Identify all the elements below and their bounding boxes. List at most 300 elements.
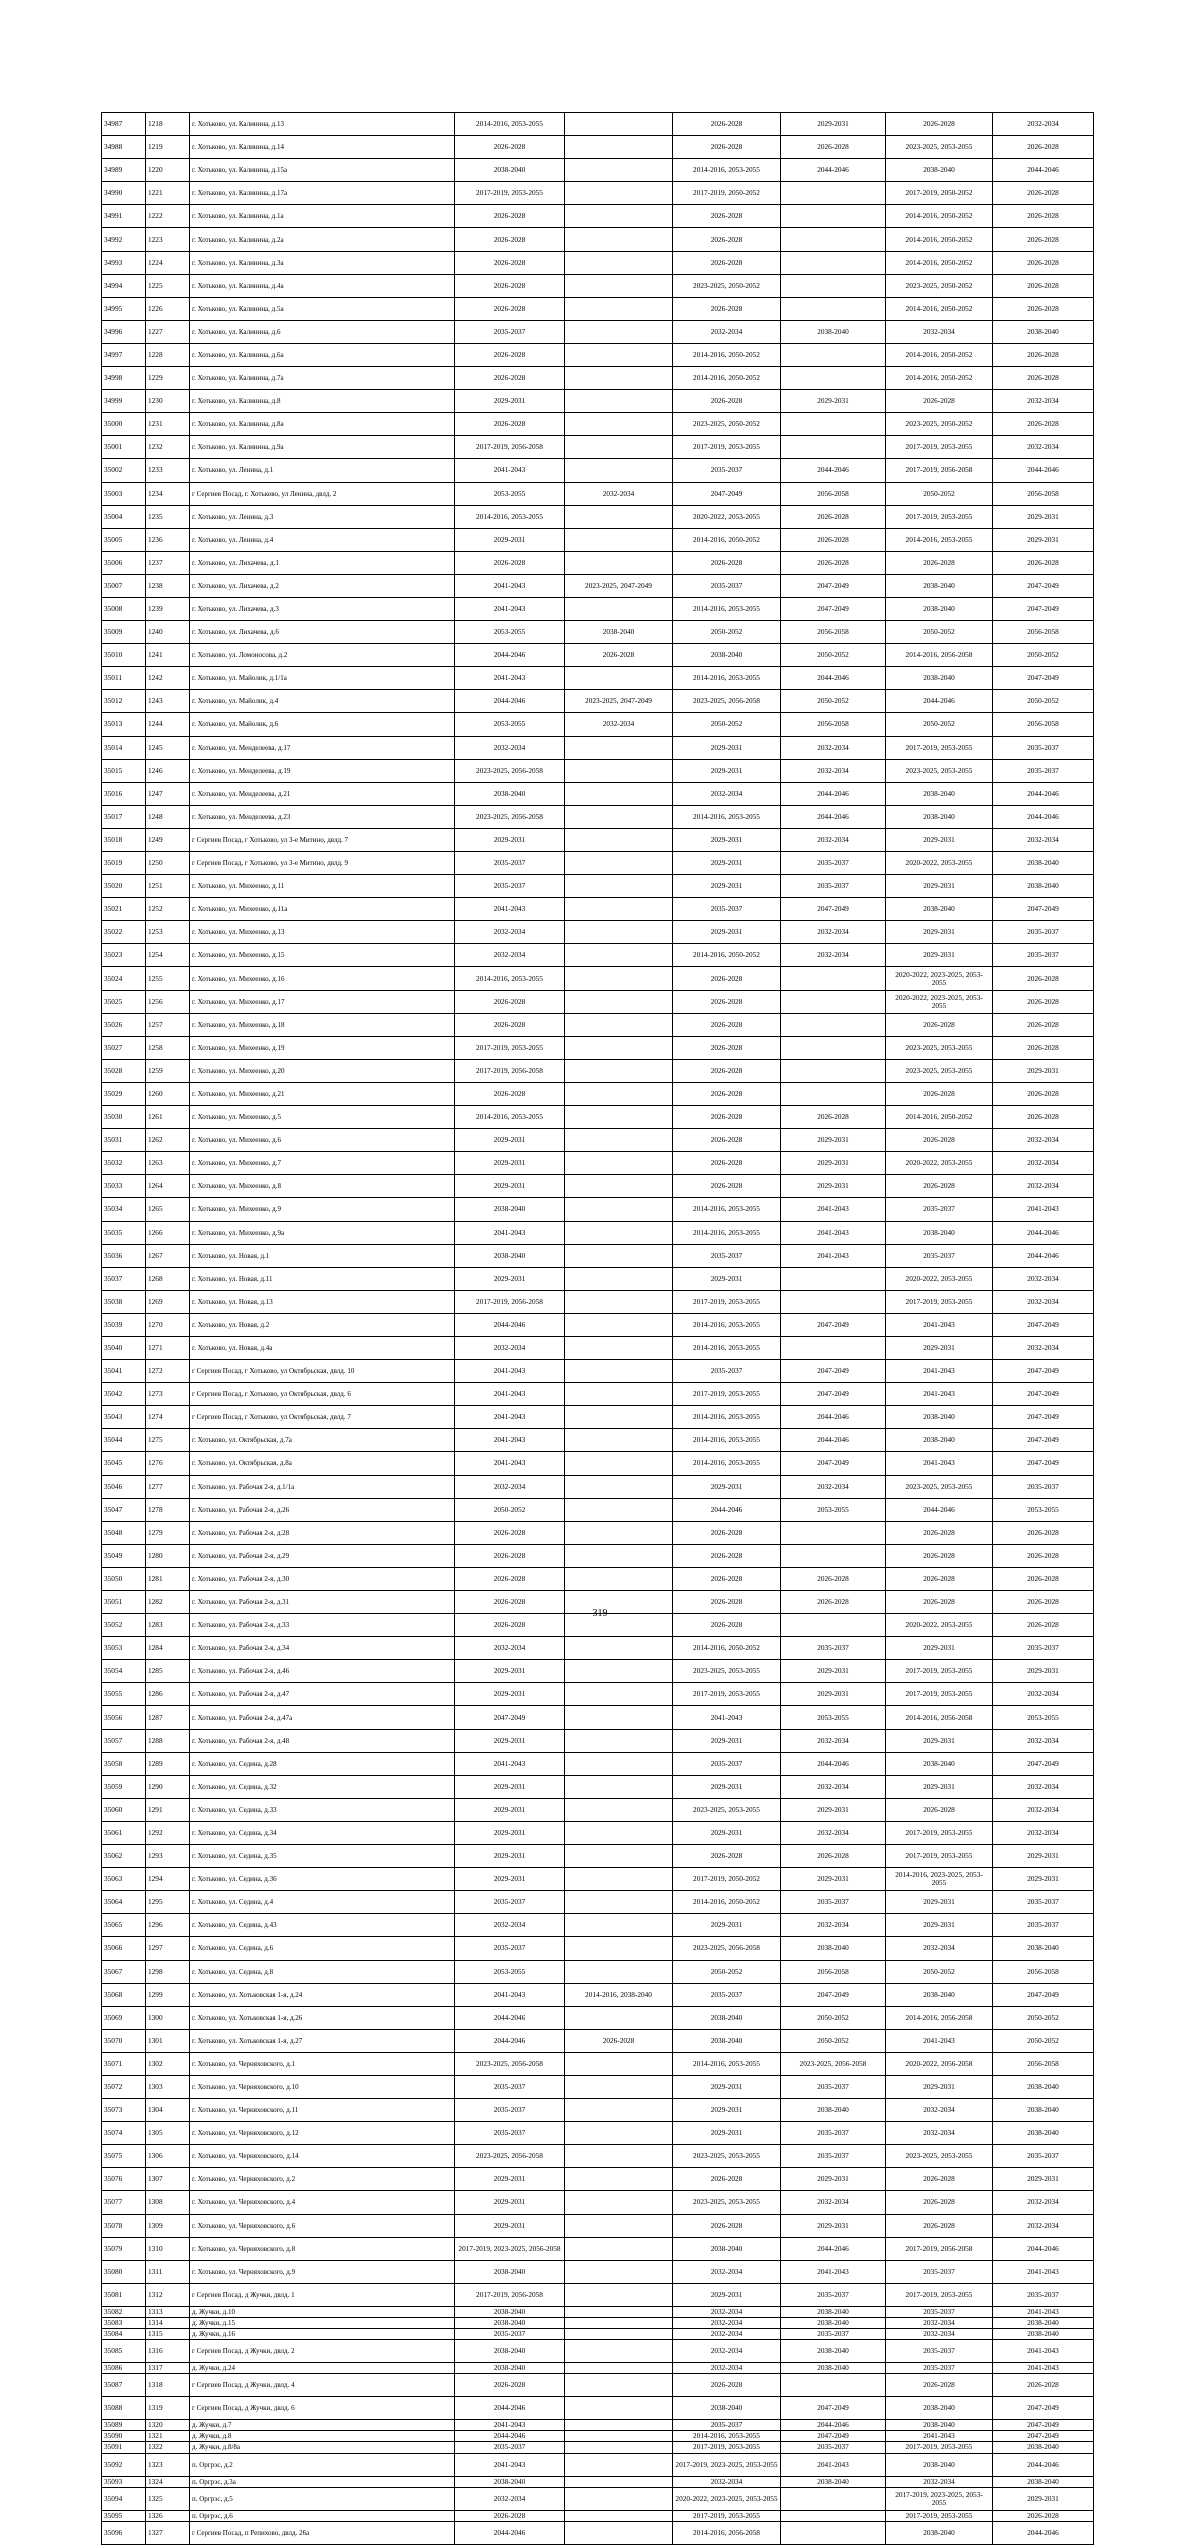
table-cell-c8: 2044-2046 [993,459,1094,482]
table-cell-c4 [565,1567,673,1590]
table-cell-c5: 2014-2016, 2053-2055 [673,1313,781,1336]
table-cell-c6: 2029-2031 [781,1152,886,1175]
table-cell-c5: 2047-2049 [673,482,781,505]
table-cell-c6: 2026-2028 [781,528,886,551]
table-row [102,320,1094,343]
table-cell-c4 [565,1821,673,1844]
table-cell-c6: 2035-2037 [781,1637,886,1660]
table-cell-c0: 35038 [102,1290,146,1313]
table-cell-c1: 1291 [146,1798,190,1821]
table-cell-c0: 35046 [102,1475,146,1498]
table-cell-c0: 35055 [102,1683,146,1706]
table-cell-c7: 2029-2031 [886,1637,993,1660]
table-cell-c4: 2026-2028 [565,2029,673,2052]
table-cell-c0: 35052 [102,1614,146,1637]
table-cell-c8: 2044-2046 [993,159,1094,182]
table-cell-c2: г Сергиев Посад, д Жучки, двлд. 4 [190,2374,455,2397]
table-cell-c0: 35028 [102,1059,146,1082]
table-cell-c2: г. Хотьково, ул. Михеенко, д.13 [190,921,455,944]
table-cell-c0: 35000 [102,413,146,436]
table-cell-c8: 2032-2034 [993,1821,1094,1844]
table-cell-c3: 2026-2028 [455,343,565,366]
table-cell-c8: 2053-2055 [993,1498,1094,1521]
table-cell-c6 [781,205,886,228]
table-cell-c2: г. Хотьково, ул. Новая, д.11 [190,1267,455,1290]
table-cell-c6: 2056-2058 [781,1960,886,1983]
table-cell-c5: 2026-2028 [673,1082,781,1105]
table-cell-c5: 2026-2028 [673,1591,781,1614]
table-cell-c5: 2026-2028 [673,2214,781,2237]
table-cell-c4 [565,297,673,320]
table-row [102,251,1094,274]
table-cell-c0: 35026 [102,1013,146,1036]
table-cell-c3: 2035-2037 [455,2099,565,2122]
table-cell-c3: 2041-2043 [455,1360,565,1383]
table-cell-c2: г. Хотьково, ул. Черняховского, д.8 [190,2237,455,2260]
table-cell-c3: 2029-2031 [455,2191,565,2214]
table-cell-c2: г. Хотьково, ул. Рабочая 2-я, д.47а [190,1706,455,1729]
table-cell-c0: 34999 [102,390,146,413]
table-row [102,1290,1094,1313]
table-cell-c5: 2026-2028 [673,2168,781,2191]
table-cell-c7: 2044-2046 [886,690,993,713]
table-cell-c4 [565,1706,673,1729]
table-cell-c2: г. Хотьково, ул. Седина, д.4 [190,1891,455,1914]
table-cell-c1: 1255 [146,967,190,990]
table-cell-c8: 2050-2052 [993,690,1094,713]
table-row [102,597,1094,620]
table-cell-c4 [565,1798,673,1821]
table-cell-c8: 2032-2034 [993,113,1094,136]
table-cell-c5: 2026-2028 [673,1175,781,1198]
table-row [102,1106,1094,1129]
table-cell-c7: 2029-2031 [886,944,993,967]
table-cell-c1: 1276 [146,1452,190,1475]
table-cell-c7: 2014-2016, 2056-2058 [886,1706,993,1729]
table-cell-c6: 2029-2031 [781,1175,886,1198]
table-row [102,2420,1094,2431]
table-cell-c4 [565,205,673,228]
table-cell-c8: 2029-2031 [993,1868,1094,1891]
table-cell-c4 [565,1729,673,1752]
table-cell-c0: 35040 [102,1336,146,1359]
table-cell-c8: 2038-2040 [993,2442,1094,2453]
table-cell-c4 [565,1290,673,1313]
table-cell-c7: 2017-2019, 2053-2055 [886,1683,993,1706]
table-cell-c4 [565,228,673,251]
table-cell-c0: 35071 [102,2052,146,2075]
table-cell-c5: 2014-2016, 2053-2055 [673,1429,781,1452]
table-cell-c7: 2032-2034 [886,2476,993,2487]
table-cell-c6 [781,228,886,251]
table-cell-c4 [565,1267,673,1290]
table-cell-c6 [781,1059,886,1082]
table-cell-c0: 35018 [102,828,146,851]
table-cell-c3: 2053-2055 [455,713,565,736]
table-cell-c4 [565,2237,673,2260]
table-cell-c3: 2023-2025, 2056-2058 [455,2052,565,2075]
table-cell-c7: 2014-2016, 2050-2052 [886,297,993,320]
table-cell-c3: 2044-2046 [455,644,565,667]
table-cell-c3: 2038-2040 [455,2306,565,2317]
table-cell-c2: г. Хотьково, ул. Черняховского, д.10 [190,2075,455,2098]
table-cell-c0: 35062 [102,1845,146,1868]
table-cell-c0: 35035 [102,1221,146,1244]
table-cell-c1: 1266 [146,1221,190,1244]
table-cell-c1: 1311 [146,2260,190,2283]
table-row [102,1036,1094,1059]
table-cell-c6: 2056-2058 [781,482,886,505]
table-cell-c5: 2029-2031 [673,1821,781,1844]
table-cell-c0: 35091 [102,2442,146,2453]
table-cell-c7: 2020-2022, 2053-2055 [886,1267,993,1290]
table-cell-c4 [565,2317,673,2328]
table-cell-c3: 2026-2028 [455,274,565,297]
table-cell-c5: 2029-2031 [673,852,781,875]
table-row [102,551,1094,574]
table-cell-c1: 1315 [146,2329,190,2340]
table-cell-c1: 1314 [146,2317,190,2328]
table-cell-c7: 2050-2052 [886,482,993,505]
table-cell-c3: 2044-2046 [455,2521,565,2544]
table-cell-c0: 35095 [102,2510,146,2521]
table-cell-c1: 1221 [146,182,190,205]
table-cell-c6: 2026-2028 [781,1845,886,1868]
table-cell-c1: 1269 [146,1290,190,1313]
table-cell-c4 [565,413,673,436]
table-cell-c5: 2026-2028 [673,551,781,574]
table-cell-c2: г Сергиев Посад, г Хотьково, ул Октябрьская, двлд. 7 [190,1406,455,1429]
table-cell-c3: 2023-2025, 2056-2058 [455,2145,565,2168]
table-cell-c3: 2017-2019, 2053-2055 [455,1036,565,1059]
table-cell-c2: г. Хотьково, ул. Калинина, д.6а [190,343,455,366]
table-cell-c7: 2017-2019, 2056-2058 [886,2237,993,2260]
table-cell-c6: 2047-2049 [781,898,886,921]
table-cell-c7: 2038-2040 [886,597,993,620]
table-cell-c4 [565,967,673,990]
table-cell-c4 [565,1914,673,1937]
table-cell-c2: п. Оргрэс, д.2 [190,2453,455,2476]
table-cell-c7: 2014-2016, 2050-2052 [886,228,993,251]
table-cell-c1: 1236 [146,528,190,551]
table-cell-c3: 2014-2016, 2053-2055 [455,113,565,136]
table-row [102,505,1094,528]
table-cell-c5: 2017-2019, 2053-2055 [673,1290,781,1313]
table-cell-c7: 2026-2028 [886,1544,993,1567]
table-cell-c6: 2035-2037 [781,2442,886,2453]
table-cell-c1: 1242 [146,667,190,690]
table-cell-c5: 2038-2040 [673,2006,781,2029]
table-cell-c2: г. Хотьково, ул. Лихачева, д.6 [190,621,455,644]
table-cell-c5: 2026-2028 [673,1614,781,1637]
table-cell-c6: 2041-2043 [781,1198,886,1221]
table-row [102,1244,1094,1267]
table-cell-c6: 2044-2046 [781,805,886,828]
table-cell-c0: 34992 [102,228,146,251]
table-cell-c7: 2017-2019, 2053-2055 [886,1821,993,1844]
table-cell-c6: 2026-2028 [781,1567,886,1590]
table-cell-c5: 2023-2025, 2050-2052 [673,274,781,297]
table-row [102,390,1094,413]
table-cell-c3: 2026-2028 [455,551,565,574]
table-cell-c5: 2038-2040 [673,2029,781,2052]
table-cell-c3: 2041-2043 [455,1429,565,1452]
table-cell-c0: 34993 [102,251,146,274]
table-cell-c5: 2032-2034 [673,2306,781,2317]
table-cell-c6: 2047-2049 [781,1383,886,1406]
table-cell-c1: 1258 [146,1036,190,1059]
table-cell-c7: 2041-2043 [886,1360,993,1383]
table-cell-c5: 2017-2019, 2053-2055 [673,2442,781,2453]
table-row [102,898,1094,921]
table-cell-c4 [565,1336,673,1359]
table-cell-c2: г. Хотьково, ул. Седина, д.43 [190,1914,455,1937]
table-cell-c8: 2032-2034 [993,828,1094,851]
table-cell-c4 [565,2052,673,2075]
table-cell-c1: 1272 [146,1360,190,1383]
table-cell-c4: 2038-2040 [565,621,673,644]
table-row [102,990,1094,1013]
table-cell-c3: 2029-2031 [455,2168,565,2191]
table-cell-c7: 2026-2028 [886,1129,993,1152]
table-cell-c6: 2041-2043 [781,2453,886,2476]
table-cell-c5: 2014-2016, 2053-2055 [673,1406,781,1429]
table-cell-c3: 2038-2040 [455,2340,565,2363]
table-cell-c8: 2035-2037 [993,944,1094,967]
table-cell-c1: 1246 [146,759,190,782]
table-cell-c3: 2029-2031 [455,1798,565,1821]
table-cell-c8: 2047-2049 [993,1983,1094,2006]
table-cell-c8: 2056-2058 [993,1960,1094,1983]
table-cell-c2: г. Хотьково, ул. Черняховского, д.11 [190,2099,455,2122]
table-cell-c8: 2026-2028 [993,1013,1094,1036]
table-cell-c3: 2038-2040 [455,2317,565,2328]
table-cell-c2: п. Оргрэс, д.5 [190,2487,455,2510]
table-cell-c1: 1297 [146,1937,190,1960]
table-cell-c4 [565,1106,673,1129]
table-cell-c7: 2029-2031 [886,921,993,944]
table-cell-c8: 2047-2049 [993,1429,1094,1452]
table-cell-c2: г. Хотьково, ул. Ленина, д.3 [190,505,455,528]
table-cell-c5: 2035-2037 [673,1983,781,2006]
table-cell-c4 [565,2363,673,2374]
table-row [102,852,1094,875]
table-row [102,2487,1094,2510]
table-cell-c7: 2029-2031 [886,1336,993,1359]
table-cell-c4 [565,1960,673,1983]
table-cell-c6: 2029-2031 [781,1683,886,1706]
table-cell-c7: 2026-2028 [886,2168,993,2191]
table-cell-c6: 2050-2052 [781,644,886,667]
table-cell-c0: 35012 [102,690,146,713]
table-cell-c0: 35034 [102,1198,146,1221]
table-cell-c8: 2050-2052 [993,2006,1094,2029]
table-cell-c2: г. Хотьково, ул. Менделеева, д.23 [190,805,455,828]
table-cell-c3: 2038-2040 [455,1198,565,1221]
table-cell-c4 [565,1498,673,1521]
table-cell-c2: г. Хотьково, ул. Калинина, д.3а [190,251,455,274]
table-cell-c1: 1250 [146,852,190,875]
table-cell-c8: 2026-2028 [993,205,1094,228]
table-cell-c8: 2032-2034 [993,1729,1094,1752]
table-cell-c4 [565,1521,673,1544]
table-cell-c6: 2038-2040 [781,2363,886,2374]
table-cell-c4 [565,736,673,759]
table-row [102,528,1094,551]
table-cell-c2: д. Жучки, д.10 [190,2306,455,2317]
table-cell-c4 [565,343,673,366]
table-row [102,621,1094,644]
table-cell-c6: 2032-2034 [781,1775,886,1798]
table-cell-c2: г. Хотьково, ул. Черняховского, д.4 [190,2191,455,2214]
table-cell-c5: 2035-2037 [673,1244,781,1267]
table-cell-c0: 35087 [102,2374,146,2397]
table-cell-c8: 2029-2031 [993,1845,1094,1868]
table-cell-c4 [565,2122,673,2145]
table-cell-c7: 2032-2034 [886,2122,993,2145]
table-row [102,228,1094,251]
table-cell-c3: 2041-2043 [455,1452,565,1475]
table-cell-c3: 2041-2043 [455,597,565,620]
table-cell-c2: г. Хотьково, ул. Майолик, д.1/1а [190,667,455,690]
table-cell-c5: 2035-2037 [673,459,781,482]
table-cell-c7: 2041-2043 [886,1452,993,1475]
table-cell-c2: г. Хотьково, ул. Калинина, д.2а [190,228,455,251]
table-cell-c6: 2044-2046 [781,159,886,182]
table-cell-c1: 1277 [146,1475,190,1498]
table-cell-c5: 2032-2034 [673,2260,781,2283]
table-cell-c6: 2044-2046 [781,1752,886,1775]
table-cell-c3: 2026-2028 [455,413,565,436]
table-cell-c6: 2032-2034 [781,921,886,944]
table-cell-c7: 2017-2019, 2053-2055 [886,505,993,528]
table-cell-c1: 1303 [146,2075,190,2098]
table-cell-c2: г. Хотьково, ул. Михеенко, д.9 [190,1198,455,1221]
table-cell-c7: 2014-2016, 2050-2052 [886,1106,993,1129]
table-cell-c1: 1271 [146,1336,190,1359]
table-cell-c2: г. Хотьково, ул. Михеенко, д.6 [190,1129,455,1152]
table-cell-c4 [565,2487,673,2510]
table-cell-c2: г. Хотьково, ул. Михеенко, д.20 [190,1059,455,1082]
table-cell-c5: 2029-2031 [673,1267,781,1290]
table-cell-c8: 2056-2058 [993,2052,1094,2075]
table-cell-c2: г. Хотьково, ул. Калинина, д.9а [190,436,455,459]
table-row [102,944,1094,967]
table-cell-c3: 2035-2037 [455,1937,565,1960]
table-cell-c5: 2026-2028 [673,136,781,159]
table-cell-c7: 2038-2040 [886,2420,993,2431]
table-row [102,1406,1094,1429]
table-cell-c0: 34989 [102,159,146,182]
table-cell-c0: 35051 [102,1591,146,1614]
table-cell-c0: 35089 [102,2420,146,2431]
table-cell-c1: 1247 [146,782,190,805]
table-cell-c4 [565,1221,673,1244]
table-row [102,875,1094,898]
table-cell-c2: д. Жучки, д.15 [190,2317,455,2328]
table-cell-c8: 2038-2040 [993,2317,1094,2328]
table-cell-c7: 2014-2016, 2023-2025, 2053-2055 [886,1868,993,1891]
table-cell-c1: 1287 [146,1706,190,1729]
table-cell-c7: 2035-2037 [886,1244,993,1267]
table-cell-c7: 2020-2022, 2053-2055 [886,1614,993,1637]
table-row [102,1059,1094,1082]
table-cell-c4 [565,1036,673,1059]
table-cell-c4 [565,2168,673,2191]
table-row [102,1383,1094,1406]
table-cell-c2: г. Хотьково, ул. Михеенко, д.11 [190,875,455,898]
table-cell-c5: 2029-2031 [673,1775,781,1798]
table-cell-c1: 1304 [146,2099,190,2122]
table-cell-c0: 35009 [102,621,146,644]
table-cell-c8: 2026-2028 [993,367,1094,390]
table-cell-c7: 2032-2034 [886,2317,993,2328]
table-cell-c2: г. Хотьково, ул. Черняховского, д.1 [190,2052,455,2075]
table-cell-c3: 2050-2052 [455,1498,565,1521]
table-cell-c2: г. Хотьково, ул. Рабочая 2-я, д.48 [190,1729,455,1752]
table-cell-c7: 2035-2037 [886,2340,993,2363]
table-body [102,113,1094,2545]
table-cell-c3: 2032-2034 [455,1475,565,1498]
table-row [102,574,1094,597]
table-row [102,113,1094,136]
table-cell-c0: 35057 [102,1729,146,1752]
table-cell-c8: 2038-2040 [993,320,1094,343]
table-cell-c7: 2032-2034 [886,2329,993,2340]
table-cell-c1: 1257 [146,1013,190,1036]
table-cell-c3: 2053-2055 [455,1960,565,1983]
table-cell-c6: 2029-2031 [781,1660,886,1683]
table-cell-c5: 2014-2016, 2053-2055 [673,1221,781,1244]
table-cell-c5: 2032-2034 [673,320,781,343]
table-cell-c4: 2023-2025, 2047-2049 [565,574,673,597]
table-cell-c0: 34987 [102,113,146,136]
table-cell-c1: 1218 [146,113,190,136]
table-cell-c7: 2038-2040 [886,782,993,805]
table-row [102,1891,1094,1914]
table-row [102,2453,1094,2476]
table-cell-c7: 2026-2028 [886,113,993,136]
table-row [102,2510,1094,2521]
table-cell-c8: 2026-2028 [993,2510,1094,2521]
table-cell-c2: г. Хотьково, ул. Михеенко, д.8 [190,1175,455,1198]
table-cell-c4 [565,2397,673,2420]
table-cell-c2: г. Хотьково, ул. Лихачева, д.1 [190,551,455,574]
table-cell-c7: 2029-2031 [886,875,993,898]
table-cell-c0: 35081 [102,2283,146,2306]
table-cell-c4 [565,1059,673,1082]
table-cell-c8: 2032-2034 [993,2214,1094,2237]
table-cell-c3: 2017-2019, 2056-2058 [455,436,565,459]
table-cell-c8: 2035-2037 [993,736,1094,759]
table-cell-c8: 2029-2031 [993,2168,1094,2191]
table-row [102,1544,1094,1567]
table-cell-c7: 2017-2019, 2053-2055 [886,436,993,459]
table-cell-c5: 2014-2016, 2053-2055 [673,805,781,828]
table-cell-c4: 2032-2034 [565,713,673,736]
table-cell-c5: 2032-2034 [673,2317,781,2328]
table-cell-c7: 2017-2019, 2053-2055 [886,2283,993,2306]
table-cell-c7: 2032-2034 [886,2099,993,2122]
table-cell-c8: 2026-2028 [993,1106,1094,1129]
table-cell-c1: 1279 [146,1521,190,1544]
table-cell-c0: 35090 [102,2431,146,2442]
table-cell-c7: 2029-2031 [886,1729,993,1752]
table-cell-c8: 2032-2034 [993,1152,1094,1175]
table-cell-c2: г Сергиев Посад, г Хотьково, ул 3-е Митино, двлд. 7 [190,828,455,851]
table-cell-c6: 2050-2052 [781,690,886,713]
table-cell-c2: д. Жучки, д.7 [190,2420,455,2431]
